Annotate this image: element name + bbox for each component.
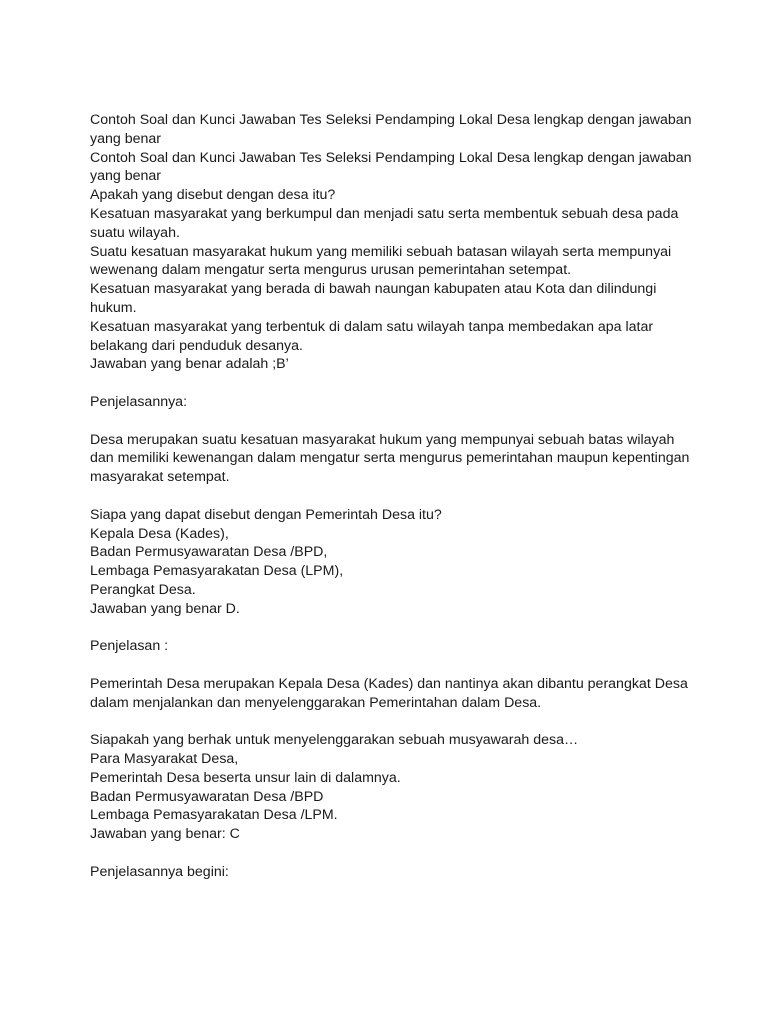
explanation-heading-block — [90, 393, 690, 412]
option-text: belakang dari penduduk desanya. — [90, 337, 303, 354]
option-text: Kesatuan masyarakat yang terbentuk di dalam satu wilayah tanpa membedakan apa latar — [90, 318, 654, 335]
option-text: Perangkat Desa. — [90, 581, 196, 598]
doc-title-line: yang benar — [90, 130, 161, 147]
question-text: Siapakah yang berhak untuk menyelenggarakan sebuah musyawarah desa… — [90, 732, 579, 749]
explanation-heading-block — [90, 863, 690, 882]
explanation-text: dalam menjalankan dan menyelenggarakan Pemerintahan dalam Desa. — [90, 694, 542, 711]
question-2-block — [90, 506, 690, 619]
paragraph-gap — [90, 374, 690, 393]
answer-text: Jawaban yang benar: C — [90, 826, 240, 843]
paragraph-gap — [90, 713, 690, 732]
option-text: Kesatuan masyarakat yang berkumpul dan menjadi satu serta membentuk sebuah desa pada — [90, 205, 679, 222]
option-text: Pemerintah Desa beserta unsur lain di dalamnya. — [90, 769, 401, 786]
answer-text: Jawaban yang benar adalah ;B’ — [90, 356, 289, 373]
explanation-heading-block — [90, 637, 690, 656]
option-text: wewenang dalam mengatur serta mengurus urusan pemerintahan setempat. — [90, 262, 572, 279]
option-text: hukum. — [90, 299, 137, 316]
paragraph-gap — [90, 619, 690, 638]
doc-title-line: Contoh Soal dan Kunci Jawaban Tes Seleksi Pendamping Lokal Desa lengkap dengan jawaban — [90, 149, 692, 166]
paragraph-gap — [90, 656, 690, 675]
explanation-text: Pemerintah Desa merupakan Kepala Desa (Kades) dan nantinya akan dibantu perangkat Desa — [90, 675, 688, 692]
option-text: Kesatuan masyarakat yang berada di bawah naungan kabupaten atau Kota dan dilindungi — [90, 281, 657, 298]
question-text: Apakah yang disebut dengan desa itu? — [90, 187, 336, 204]
explanation-heading: Penjelasannya: — [90, 393, 188, 410]
explanation-text: masyarakat setempat. — [90, 469, 230, 486]
doc-title-line: yang benar — [90, 168, 161, 185]
answer-text: Jawaban yang benar D. — [90, 600, 240, 617]
doc-title-line: Contoh Soal dan Kunci Jawaban Tes Seleksi Pendamping Lokal Desa lengkap dengan jawaban — [90, 112, 692, 128]
option-text: Para Masyarakat Desa, — [90, 751, 239, 768]
paragraph-gap — [90, 487, 690, 506]
explanation-text: dan memiliki kewenangan dalam mengatur serta mengurus pemerintahan maupun kepentingan — [90, 450, 690, 467]
explanation-2-block — [90, 675, 690, 713]
option-text: Badan Permusyawaratan Desa /BPD, — [90, 544, 328, 561]
option-text: Lembaga Pemasyarakatan Desa (LPM), — [90, 563, 344, 580]
explanation-1-block — [90, 431, 690, 487]
option-text: suatu wilayah. — [90, 224, 180, 241]
explanation-text: Desa merupakan suatu kesatuan masyarakat hukum yang mempunyai sebuah batas wilayah — [90, 431, 675, 448]
explanation-heading: Penjelasan : — [90, 638, 169, 655]
document-page — [90, 111, 690, 882]
option-text: Suatu kesatuan masyarakat hukum yang memiliki sebuah batasan wilayah serta mempunyai — [90, 243, 672, 260]
paragraph-gap — [90, 412, 690, 431]
explanation-heading: Penjelasannya begini: — [90, 863, 229, 880]
option-text: Kepala Desa (Kades), — [90, 525, 229, 542]
paragraph-gap — [90, 844, 690, 863]
question-3-block — [90, 731, 690, 844]
question-1-block — [90, 111, 690, 374]
option-text: Lembaga Pemasyarakatan Desa /LPM. — [90, 807, 338, 824]
option-text: Badan Permusyawaratan Desa /BPD — [90, 788, 324, 805]
question-text: Siapa yang dapat disebut dengan Pemerintah Desa itu? — [90, 506, 442, 523]
